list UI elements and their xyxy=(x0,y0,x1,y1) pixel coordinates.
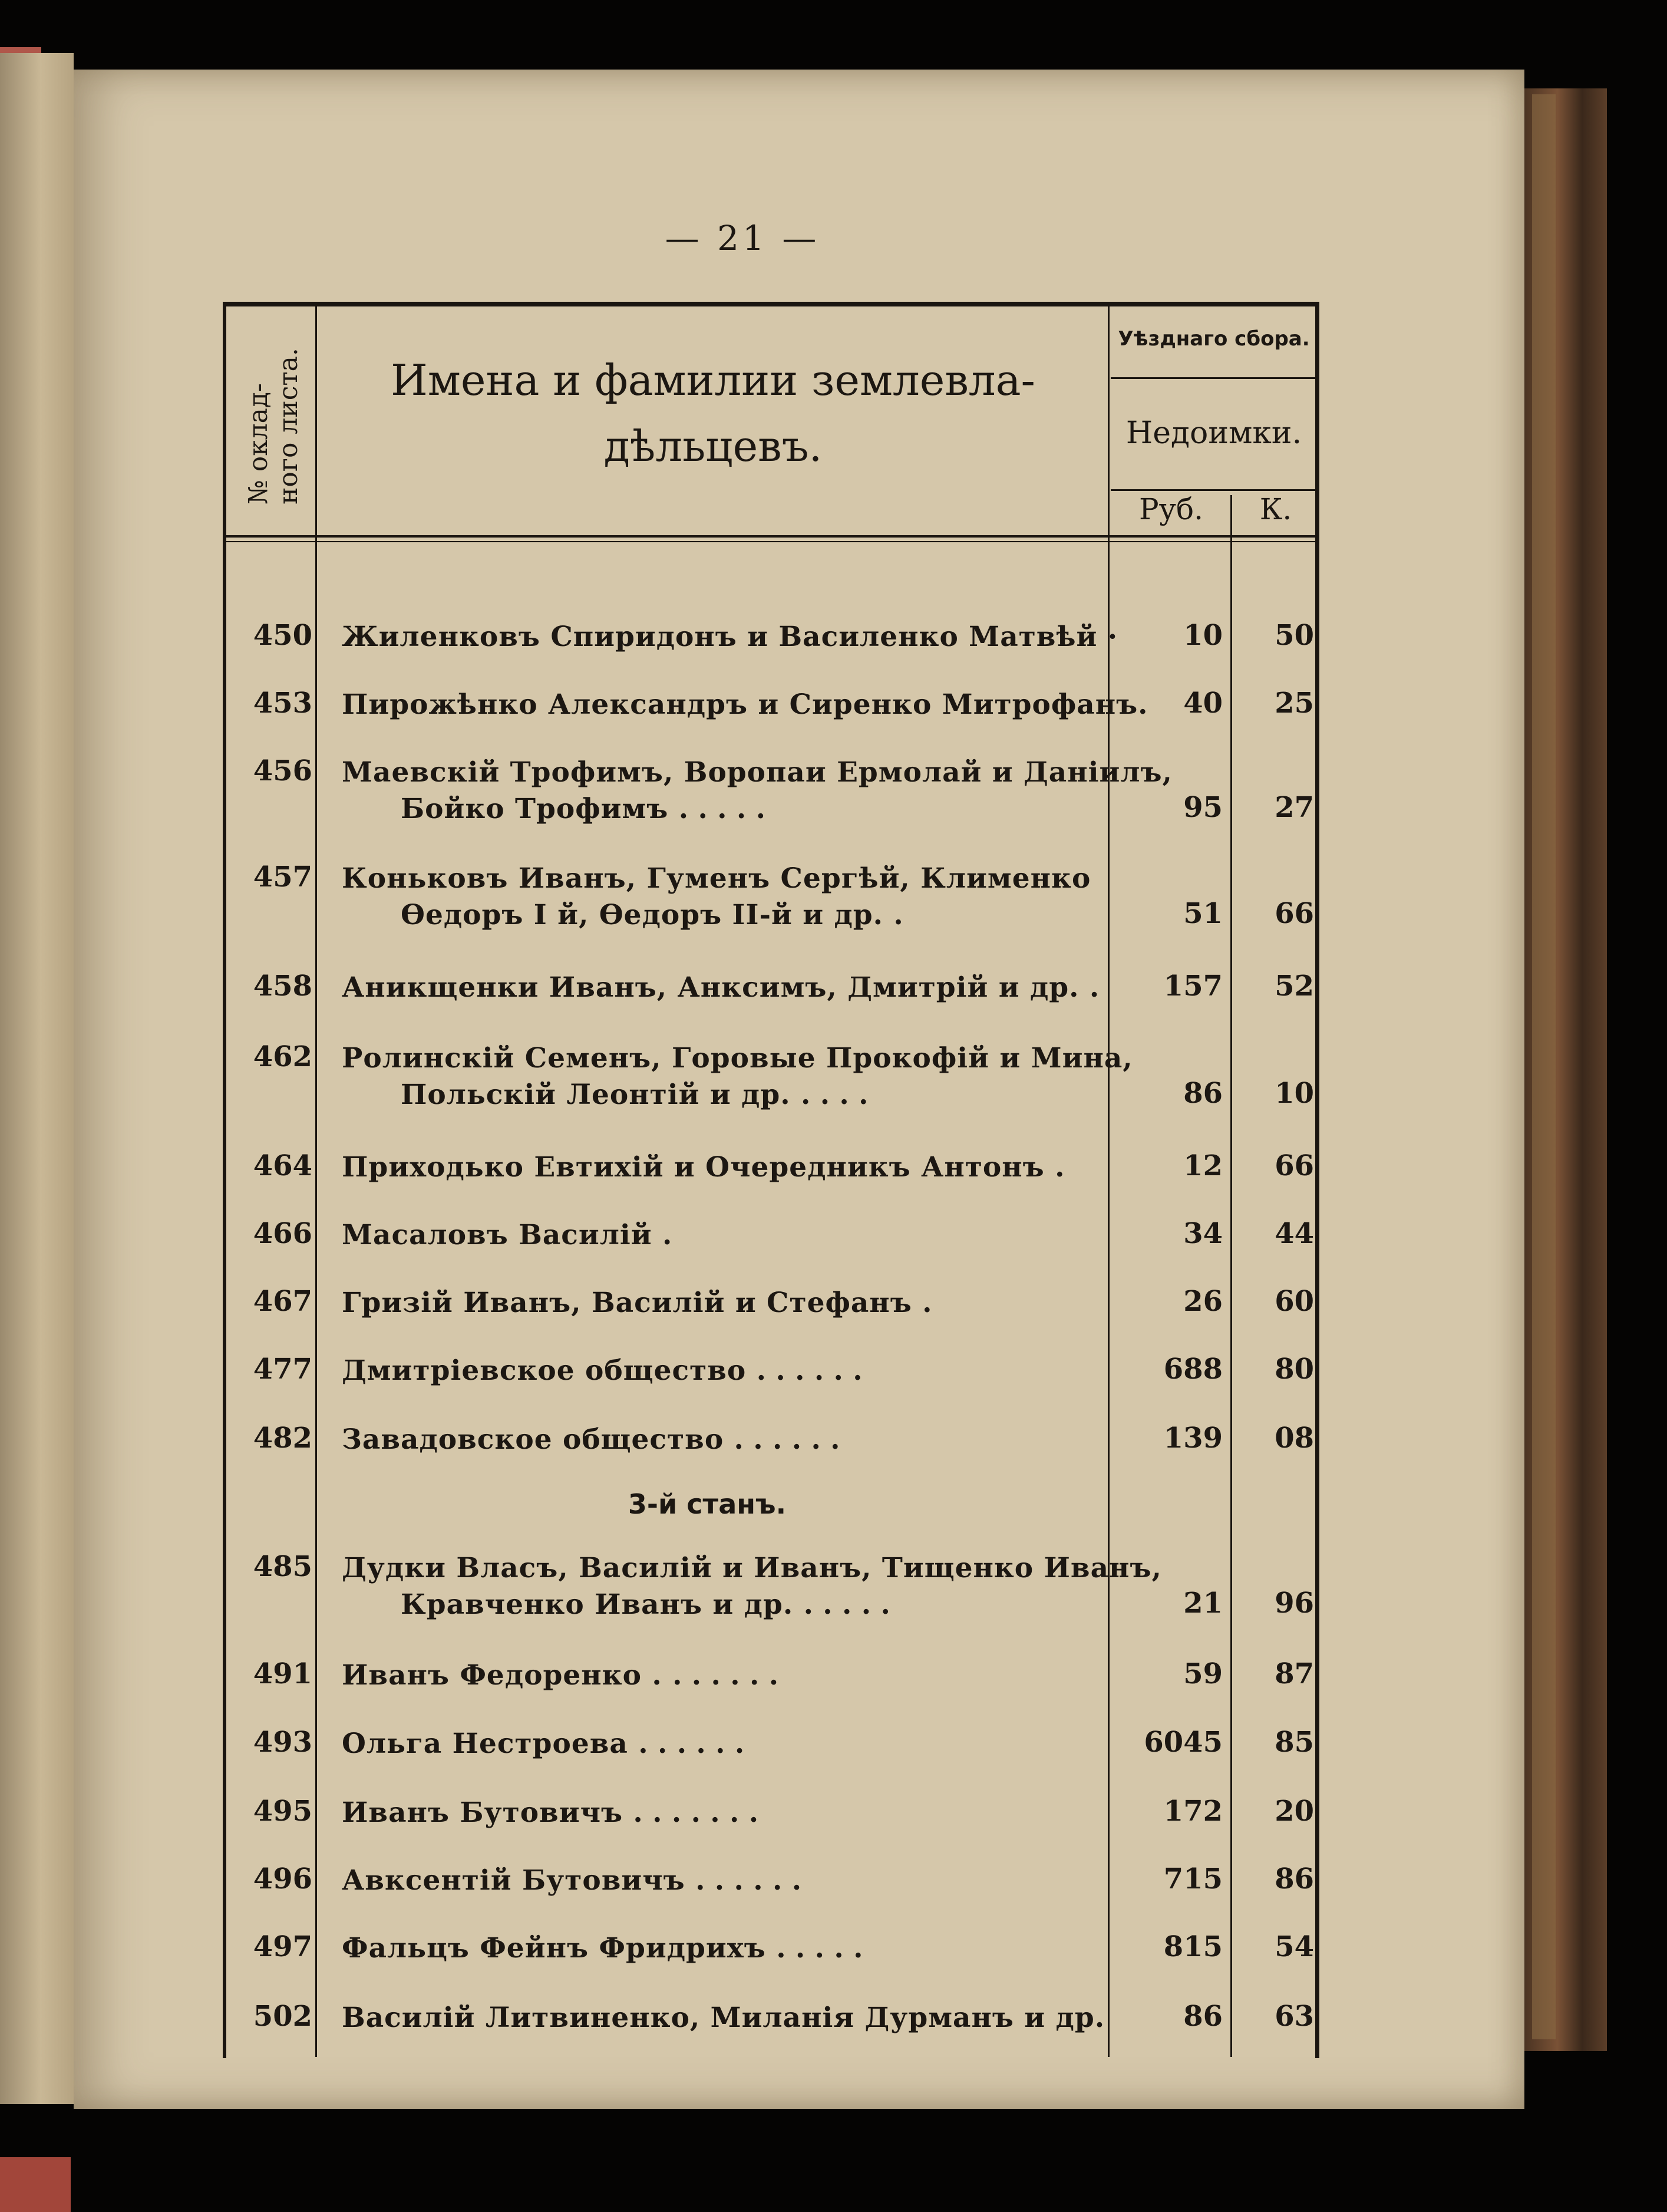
row-kop: 20 xyxy=(1275,1795,1314,1828)
row-kop: 66 xyxy=(1275,1149,1314,1182)
row-rub: 688 xyxy=(1163,1353,1223,1386)
row-rub: 10 xyxy=(1183,619,1223,652)
row-rub: 34 xyxy=(1183,1217,1223,1250)
row-rub: 59 xyxy=(1183,1657,1223,1690)
row-rub: 86 xyxy=(1183,1077,1223,1110)
arrears-header-rule xyxy=(1111,489,1317,491)
row-number: 493 xyxy=(253,1726,312,1759)
row-kop: 60 xyxy=(1275,1285,1314,1318)
row-rub: 157 xyxy=(1163,970,1223,1003)
header-rub-label: Руб. xyxy=(1138,492,1204,526)
row-kop: 96 xyxy=(1275,1587,1314,1620)
row-rub: 6045 xyxy=(1144,1726,1223,1759)
row-number: 464 xyxy=(253,1149,312,1182)
row-rub: 139 xyxy=(1163,1422,1223,1455)
row-rub: 86 xyxy=(1183,2000,1223,2033)
row-name: Дмитріевское общество . . . . . . xyxy=(342,1354,863,1387)
header-names-column: Имена и фамилии землевла- дѣльцевъ. xyxy=(391,355,1035,471)
row-name: Коньковъ Иванъ, Гуменъ Сергѣй, Клименко Ѳедоръ І й, Ѳедоръ ІІ-й и др. . xyxy=(342,862,1091,931)
row-rub: 815 xyxy=(1163,1930,1223,1963)
row-rub: 172 xyxy=(1163,1795,1223,1828)
row-number: 456 xyxy=(253,754,312,787)
page-number: — 21 — xyxy=(665,218,820,258)
table-left-rule xyxy=(223,302,226,2058)
header-bottom-rule xyxy=(223,535,1319,538)
header-number-column xyxy=(233,323,315,529)
row-rub: 95 xyxy=(1183,791,1223,824)
row-name: Василій Литвиненко, Миланія Дурманъ и др. xyxy=(342,2002,1105,2034)
row-name: Дудки Власъ, Василій и Иванъ, Тищенко Иванъ, Кравченко Иванъ и др. . . . . . xyxy=(342,1552,1162,1621)
section-title: 3-й станъ. xyxy=(628,1488,787,1520)
row-rub: 40 xyxy=(1183,687,1223,720)
header-arrears-label: Недоимки. xyxy=(1125,416,1302,451)
header-bottom-rule-2 xyxy=(223,541,1319,542)
row-name: Иванъ Бутовичъ . . . . . . . xyxy=(342,1796,759,1829)
binding-right xyxy=(1532,94,1556,2039)
row-number: 477 xyxy=(253,1353,312,1386)
row-number: 462 xyxy=(253,1040,312,1073)
row-name: Аникщенки Иванъ, Анксимъ, Дмитрій и др. . xyxy=(342,971,1100,1004)
row-kop: 85 xyxy=(1275,1726,1314,1759)
row-rub: 12 xyxy=(1183,1149,1223,1182)
row-kop: 10 xyxy=(1275,1077,1314,1110)
row-kop: 44 xyxy=(1275,1217,1314,1250)
row-kop: 27 xyxy=(1275,791,1314,824)
row-number: 453 xyxy=(253,687,312,720)
row-kop: 25 xyxy=(1275,687,1314,720)
book-cover-corner xyxy=(0,2157,71,2212)
row-name: Приходько Евтихій и Очередникъ Антонъ . xyxy=(342,1151,1065,1184)
row-name: Пирожѣнко Александръ и Сиренко Митрофанъ. xyxy=(342,688,1148,721)
row-number: 485 xyxy=(253,1550,312,1583)
row-kop: 63 xyxy=(1275,2000,1314,2033)
row-rub: 21 xyxy=(1183,1587,1223,1620)
header-number-label: № оклад- ного листа. xyxy=(243,348,303,505)
row-name: Завадовское общество . . . . . . xyxy=(342,1423,840,1456)
row-rub: 715 xyxy=(1163,1862,1223,1895)
row-number: 497 xyxy=(253,1930,312,1963)
row-name: Фальцъ Фейнъ Фридрихъ . . . . . xyxy=(342,1932,863,1964)
row-number: 450 xyxy=(253,619,312,652)
row-number: 458 xyxy=(253,970,312,1003)
number-column-rule xyxy=(315,306,317,2057)
left-page-edge xyxy=(0,53,74,2104)
row-number: 496 xyxy=(253,1862,312,1895)
row-kop: 52 xyxy=(1275,970,1314,1003)
row-name: Маевскій Трофимъ, Воропаи Ермолай и Даніилъ, Бойко Трофимъ . . . . . xyxy=(342,756,1173,825)
row-kop: 54 xyxy=(1275,1930,1314,1963)
row-name: Ольга Нестроева . . . . . . xyxy=(342,1728,745,1760)
row-kop: 80 xyxy=(1275,1353,1314,1386)
row-name: Гризій Иванъ, Василій и Стефанъ . xyxy=(342,1287,933,1319)
row-number: 457 xyxy=(253,861,312,894)
row-number: 495 xyxy=(253,1795,312,1828)
header-tax-label: Уѣзднаго сбора. xyxy=(1118,327,1310,351)
row-kop: 50 xyxy=(1275,619,1314,652)
row-number: 491 xyxy=(253,1657,312,1690)
row-kop: 86 xyxy=(1275,1862,1314,1895)
header-kop-label: К. xyxy=(1259,492,1292,526)
row-rub: 26 xyxy=(1183,1285,1223,1318)
row-kop: 87 xyxy=(1275,1657,1314,1690)
table-top-rule xyxy=(223,302,1319,306)
row-name: Ролинскій Семенъ, Горовые Прокофій и Мина, Польскій Леонтій и др. . . . . xyxy=(342,1042,1133,1111)
row-name: Жиленковъ Спиридонъ и Василенко Матвѣй · xyxy=(342,621,1118,653)
row-number: 466 xyxy=(253,1217,312,1250)
row-number: 467 xyxy=(253,1285,312,1318)
row-name: Авксентій Бутовичъ . . . . . . xyxy=(342,1864,802,1897)
row-kop: 08 xyxy=(1275,1422,1314,1455)
row-rub: 51 xyxy=(1183,897,1223,930)
row-name: Иванъ Федоренко . . . . . . . xyxy=(342,1659,779,1692)
row-number: 482 xyxy=(253,1422,312,1455)
tax-header-rule xyxy=(1111,377,1317,379)
row-number: 502 xyxy=(253,2000,312,2033)
row-kop: 66 xyxy=(1275,897,1314,930)
row-name: Масаловъ Василій . xyxy=(342,1219,673,1251)
